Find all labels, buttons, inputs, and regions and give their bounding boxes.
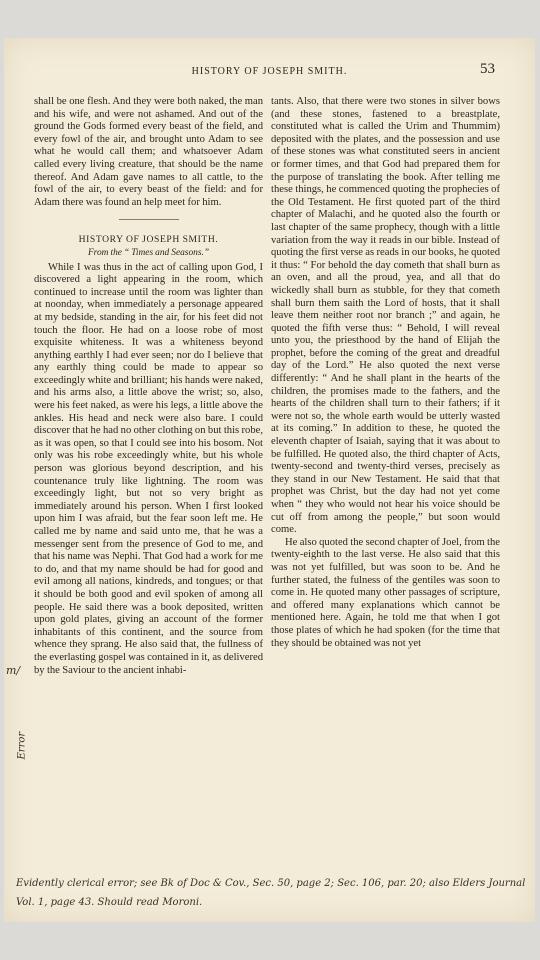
running-title: HISTORY OF JOSEPH SMITH. xyxy=(191,66,348,77)
margin-mark: m/ xyxy=(6,664,21,677)
body-paragraph: While I was thus in the act of calling upon God, I discovered a light appearing in the room, which continued to increase until the room was lighter than at noonday, when immediately a personage appeared at my bedside, standing in the air, for his feet did not touch the floor. He had on a loose robe of most exquisite whiteness. It was a whiteness beyond anything earthly I had ever seen; nor do I believe that any earthly thing could be made to appear so exceedingly white and brilliant; his hands were naked, and his arms also, a little above the wrist; so, also, were his feet naked, as were his legs, a little above the ankles. His head and neck were also bare. I could discover that he had no other clothing on but this robe, as it was open, so that I could see into his bosom. Not only was his robe exceedingly white, but his whole person was glorious beyond description, and his countenance truly like lightning. The room was exceedingly light, but not so very bright as immediately around his person. When I first looked upon him I was afraid, but the fear soon left me. He called me by name and said unto me, that he was a messenger sent from the presence of God to me, and that his name was Nephi. That God had a work for me to do, and that my name should be had for good and evil among all nations, kindreds, and tongues; or that it should be both good and evil spoken of among all people. He said there was a book deposited, written upon gold plates, giving an account of the former inhabitants of this continent, and the source from whence they sprang. He also said that, the fullness of the everlasting gospel was contained in it, as delivered by the Saviour to the ancient inhabi- xyxy=(34,261,263,676)
section-source: From the “ Times and Seasons.” xyxy=(87,247,210,258)
book-page xyxy=(4,38,535,922)
section-divider xyxy=(119,219,179,220)
body-paragraph: tants. Also, that there were two stones in silver bows (and these stones, fastened to a breastplate, constituted what is called the Urim and Thummim) deposited with the plates, and the possession and use of these stones was what constituted seers in ancient or former times, and that God had prepared them for the purpose of translating the book. After telling me these things, he commenced quoting the prophecies of the Old Testament. He first quoted part of the third chapter of Malachi, and he quoted also the fourth or last chapter of the same prophecy, though with a little variation from the way it reads in our bible. Instead of quoting the first verse as reads in our books, he quoted it thus: “ For behold the day cometh that shall burn as an oven, and all the proud, yea, and all that do wickedly shall burn as stubble, for they that cometh shall burn them saith the Lord of hosts, that it shall leave them neither root nor branch ;” and again, he quoted the fifth verse thus: “ Behold, I will reveal unto you, the priesthood by the hand of Elijah the prophet, before the coming of the great and dreadful day of the Lord.” He also quoted the next verse differently: “ And he shall plant in the hearts of the children, the promises made to the fathers, and the hearts of the children shall turn to their fathers; if it were not so, the whole earth would be utterly wasted at its coming.” In addition to these, he quoted the eleventh chapter of Isaiah, saying that it was about to be fulfilled. He quoted also, the third chapter of Acts, twenty-second and twenty-third verses, precisely as they stand in our New Testament. He said that that prophet was Christ, but the day had not yet come when “ they who would not hear his voice should be cut off from among the people,” but soon would come. xyxy=(271,96,500,536)
handwritten-footnote: Evidently clerical error; see Bk of Doc & Cov., Sec. 50, page 2; Sec. 106, par. 20; also Elders Journal Vol. 1, page 43. Should read Moroni. xyxy=(16,878,526,908)
left-column xyxy=(34,96,263,677)
right-column xyxy=(271,96,500,650)
body-paragraph: He also quoted the second chapter of Joel, from the twenty-eighth to the last verse. He also said that this was not yet fulfilled, but was soon to be. And he further stated, the fulness of the gentiles was soon to come in. He quoted many other passages of scripture, and offered many explanations which cannot be mentioned here. Again, he told me that when I got those plates of which he had spoken (for the time that they should be obtained was not yet xyxy=(271,536,500,649)
margin-word: Error xyxy=(16,731,28,760)
section-title: HISTORY OF JOSEPH SMITH. xyxy=(78,234,219,246)
handwritten-margin-note xyxy=(6,664,32,814)
page-number: 53 xyxy=(480,61,495,77)
intro-paragraph: shall be one flesh. And they were both naked, the man and his wife, and were not ashamed. And out of the ground the Gods formed every beast of the field, and every fowl of the air, and brought unto Adam to see what he would call them; and whatsoever Adam called every living creature, that should be the name thereof. And Adam gave names to all cattle, to the fowl of the air, to every beast of the field: and for Adam there was found an help meet for him. xyxy=(34,96,263,208)
